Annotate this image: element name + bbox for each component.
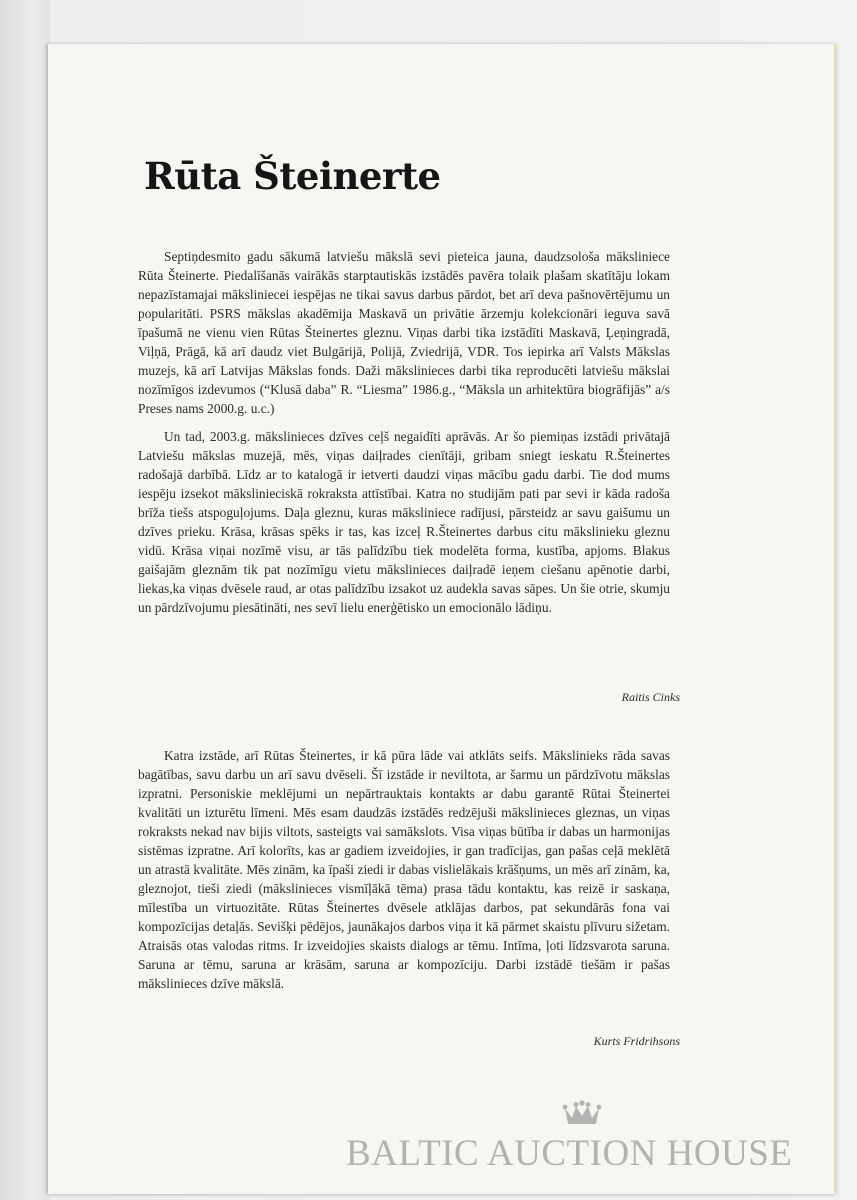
- watermark-text: BALTIC AUCTION HOUSE: [346, 1133, 793, 1174]
- essay-1: [138, 247, 670, 626]
- essay-1-paragraph-2: Un tad, 2003.g. mākslinieces dzīves ceļš negaidīti aprāvās. Ar šo piemiņas izstādi privātajā Latviešu mākslas muzejā, mēs, viņas daiļrades cienītāji, gribam sniegt ieskatu R.Šteinertes radošajā darbībā. Līdz ar to katalogā ir ietverti daudzi viņas mācību gadu darbi. Tie dod mums iespēju izsekot mākslinieciskā rokraksta attīstībai. Katra no studijām pati par sevi ir kāda radoša brīža tiešs atspoguļojums. Daļa gleznu, kuras māksliniece radījusi, pārsteidz ar savu gaišumu un dzīves prieku. Krāsa, krāsas spēks ir tas, kas izceļ R.Šteinertes darbus citu mākslinieku gleznu vidū. Krāsa viņai nozīmē visu, ar tās palīdzību tiek modelēta forma, kustība, apjoms. Blakus gaišajām gleznām tik pat nozīmīgu vietu mākslinieces daiļradē ieņem ciešanu apēnotie darbi, liekas,ka viņas dvēsele raud, ar otas palīdzību izsakot uz audekla savas sāpes. Un šie otrie, skumju un pārdzīvojumu piesātināti, nes sevī lielu enerģētisko un emocionālo lādiņu.: [138, 429, 670, 615]
- essay-2-author: Kurts Fridrihsons: [593, 1034, 680, 1048]
- essay-2: [138, 746, 670, 1002]
- crown-icon: [562, 1100, 602, 1126]
- page-title: Rūta Šteinerte: [144, 154, 441, 198]
- essay-2-paragraph-1: Katra izstāde, arī Rūtas Šteinertes, ir kā pūra lāde vai atklāts seifs. Mākslinieks rāda savas bagātības, savu darbu un arī savu dvēseli. Šī izstāde ir neviltota, ar šarmu un pārdzīvotu mākslas izpratni. Personiskie meklējumi un nepārtrauktais kontakts ar dabu garantē Rūtai Šteinertei kvalitāti un izturētu līmeni. Mēs esam daudzās izstādēs redzējuši mākslinieces gleznas, un viņas rokraksts nekad nav bijis viltots, sasteigts vai samākslots. Visa viņas būtība ir dabas un harmonijas sistēmas izpratne. Arī kolorīts, kas ar gadiem izveidojies, ir gan tradīcijas, gan pašas ceļā meklētā un atrastā kvalitāte. Mēs zinām, ka īpaši ziedi ir dabas vislielākais krāšņums, un mēs arī zinām, ka, gleznojot, tieši ziedi (mākslinieces vismīļākā tēma) prasa tādu kontaktu, kas reizē ir saskaņa, mīlestība un virtuozitāte. Rūtas Šteinertes dvēsele atklājas darbos, pat sekundārās fona vai kompozīcijas detaļās. Sevišķi pēdējos, jaunākajos darbos viņa it kā pārmet skaistu plīvuru sižetam. Atraisās otas valodas ritms. Ir izveidojies skaists dialogs ar tēmu. Intīma, ļoti līdzsvarota saruna. Saruna ar tēmu, saruna ar krāsām, saruna ar kompozīciju. Darbi izstādē tiešām ir pašas mākslinieces dzīve mākslā.: [138, 748, 670, 991]
- previous-page-edge: [0, 0, 50, 1200]
- essay-1-author: Raitis Cinks: [621, 690, 680, 704]
- essay-1-paragraph-1: Septiņdesmito gadu sākumā latviešu mākslā sevi pieteica jauna, daudzsološa māksliniece Rūta Šteinerte. Piedalīšanās vairākās starptautiskās izstādēs pavēra tolaik plašam skatītāju lokam nepazīstamajai māksliniecei iespējas ne tikai savus darbus pārdot, bet arī deva pašnovērtējumu un popularitāti. PSRS mākslas akadēmija Maskavā un privātie ārzemju kolekcionāri ieguva savā īpašumā ne vienu vien Rūtas Šteinertes gleznu. Viņas darbi tika izstādīti Maskavā, Ļeņingradā, Viļņā, Prāgā, kā arī daudz viet Bulgārijā, Polijā, Zviedrijā, VDR. Tos iepirka arī Valsts Mākslas muzejs, kā arī Latvijas Mākslas fonds. Daži mākslinieces darbi tika reproducēti latviešu mākslai nozīmīgos izdevumos (“Klusā daba” R. “Liesma” 1986.g., “Māksla un arhitektūra biogrāfijās” a/s Preses nams 2000.g. u.c.): [138, 249, 670, 416]
